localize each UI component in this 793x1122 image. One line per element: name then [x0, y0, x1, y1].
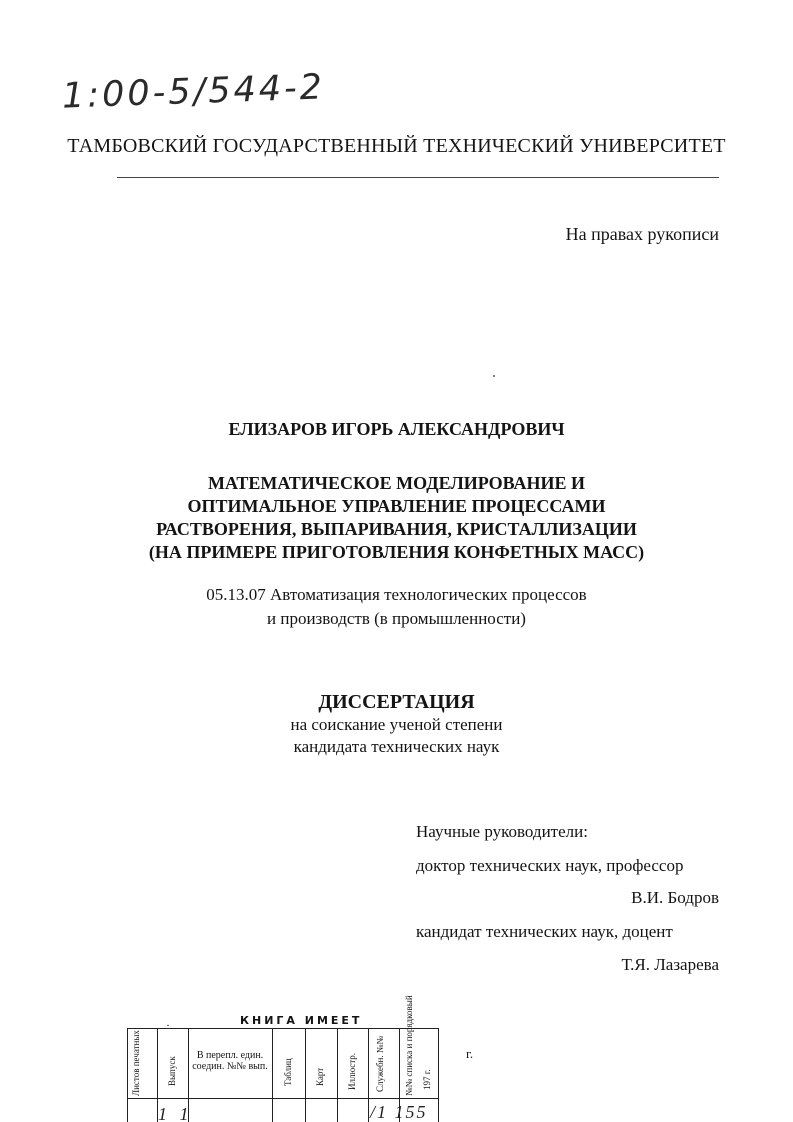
manuscript-rights-note: На правах рукописи [565, 224, 719, 244]
stamp-column-header: №№ списка и порядковый [404, 995, 414, 1096]
title-line: МАТЕМАТИЧЕСКОЕ МОДЕЛИРОВАНИЕ И [207, 473, 586, 493]
author-name: ЕЛИЗАРОВ ИГОРЬ АЛЕКСАНДРОВИЧ [228, 419, 565, 439]
degree-line: на соискание ученой степени [290, 715, 503, 734]
stamp-column-header: В перепл. един. соедин. №№ вып. [192, 1050, 268, 1072]
stamp-column-header: Служебн. №№ [375, 1035, 385, 1092]
supervisor-1-role: доктор технических наук, профессор [416, 856, 684, 875]
supervisor-2-role: кандидат технических наук, доцент [416, 922, 673, 941]
university-name: ТАМБОВСКИЙ ГОСУДАРСТВЕННЫЙ ТЕХНИЧЕСКИЙ УНИВЕРСИТЕТ [67, 135, 726, 157]
stamp-column-divider [305, 1028, 306, 1122]
stamp-column-header: Листов печатных [131, 1030, 141, 1096]
title-line: ОПТИМАЛЬНОЕ УПРАВЛЕНИЕ ПРОЦЕССАМИ [187, 496, 606, 516]
header-divider [117, 177, 719, 178]
dissertation-title [0, 472, 793, 564]
stamp-column-header: Иллюстр. [347, 1053, 357, 1090]
stamp-column-header: 197 г. [422, 1069, 432, 1090]
supervisor-1-name: В.И. Бодров [631, 888, 719, 907]
specialty-line: и производств (в промышленности) [267, 609, 526, 628]
stamp-column-header: Выпуск [167, 1056, 177, 1086]
stamp-column-divider [368, 1028, 369, 1122]
stamp-handwritten-entry: /1 155 [370, 1102, 428, 1122]
degree-block [0, 690, 793, 758]
supervisors-label: Научные руководители: [416, 822, 588, 841]
stamp-column-header: Карт [315, 1067, 325, 1086]
stamp-column-divider [337, 1028, 338, 1122]
stamp-column-divider [272, 1028, 273, 1122]
specialty-block [0, 583, 793, 631]
degree-line: кандидата технических наук [293, 737, 500, 756]
title-line: (НА ПРИМЕРЕ ПРИГОТОВЛЕНИЯ КОНФЕТНЫХ МАСС) [148, 542, 645, 562]
handwritten-archive-code: 1:00-5/544-2 [61, 67, 326, 117]
stamp-handwritten-entry: 1 1 [158, 1104, 193, 1122]
stamp-column-header: Таблиц [283, 1058, 293, 1086]
stamp-dot: · [166, 1018, 170, 1032]
stamp-year-suffix: г. [466, 1046, 474, 1061]
dissertation-heading: ДИССЕРТАЦИЯ [318, 691, 475, 713]
stamp-row-divider [127, 1098, 438, 1099]
stamp-title: КНИГА ИМЕЕТ [240, 1014, 363, 1027]
supervisor-2-name: Т.Я. Лазарева [621, 955, 719, 974]
scan-speck [493, 375, 495, 377]
title-line: РАСТВОРЕНИЯ, ВЫПАРИВАНИЯ, КРИСТАЛЛИЗАЦИИ [156, 519, 637, 539]
specialty-line: 05.13.07 Автоматизация технологических процессов [206, 585, 587, 604]
